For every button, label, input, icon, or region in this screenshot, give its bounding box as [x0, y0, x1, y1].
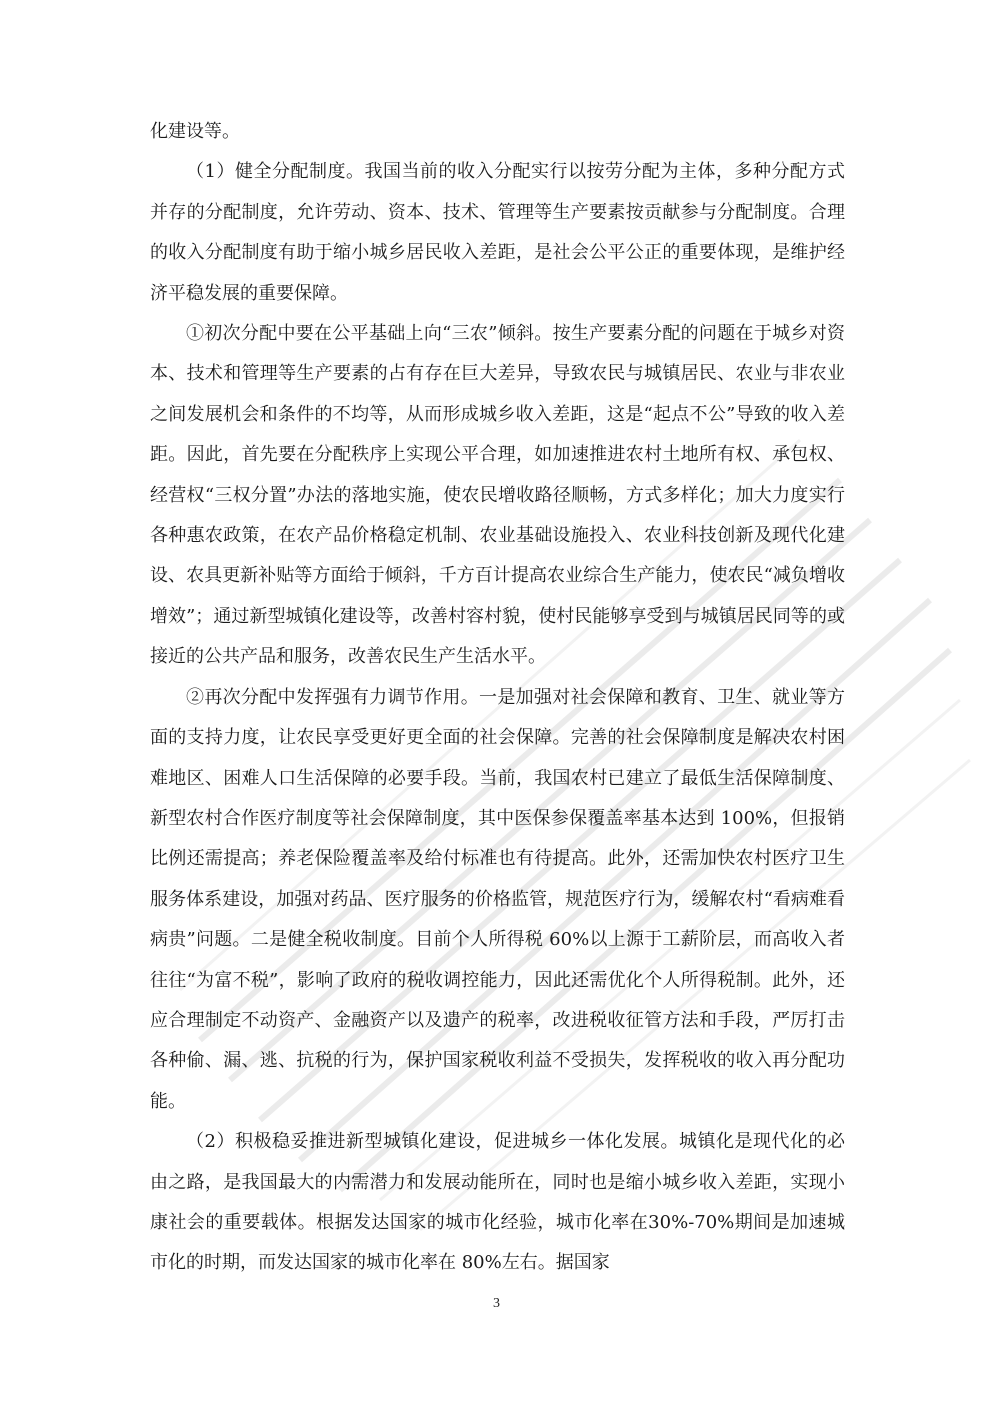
paragraph-urbanization: （2）积极稳妥推进新型城镇化建设，促进城乡一体化发展。城镇化是现代化的必由之路，是我国最大的内需潜力和发展动能所在，同时也是缩小城乡收入差距，实现小康社会的重要载体。根据发达国家的城市化经验，城市化率在30%-70%期间是加速城市化的时期，而发达国家的城市化率在 80%左右。据国家 [150, 1131, 845, 1274]
page-number: 3 [493, 1296, 500, 1311]
paragraph-continuation: 化建设等。 [150, 121, 240, 142]
paragraph-primary-distribution: ①初次分配中要在公平基础上向“三农”倾斜。按生产要素分配的问题在于城乡对资本、技术和管理等生产要素的占有存在巨大差异，导致农民与城镇居民、农业与非农业之间发展机会和条件的不均等，从而形成城乡收入差距，这是“起点不公”导致的收入差距。因此，首先要在分配秩序上实现公平合理，如加速推进农村土地所有权、承包权、经营权“三权分置”办法的落地实施，使农民增收路径顺畅，方式多样化；加大力度实行各种惠农政策，在农产品价格稳定机制、农业基础设施投入、农业科技创新及现代化建设、农具更新补贴等方面给于倾斜，千方百计提高农业综合生产能力，使农民“减负增收增效”；通过新型城镇化建设等，改善村容村貌，使村民能够享受到与城镇居民同等的或接近的公共产品和服务，改善农民生产生活水平。 [150, 323, 845, 668]
paragraph-distribution-system: （1）健全分配制度。我国当前的收入分配实行以按劳分配为主体，多种分配方式并存的分配制度，允许劳动、资本、技术、管理等生产要素按贡献参与分配制度。合理的收入分配制度有助于缩小城乡居民收入差距，是社会公平公正的重要体现，是维护经济平稳发展的重要保障。 [150, 161, 845, 304]
paragraph-redistribution: ②再次分配中发挥强有力调节作用。一是加强对社会保障和教育、卫生、就业等方面的支持力度，让农民享受更好更全面的社会保障。完善的社会保障制度是解决农村困难地区、困难人口生活保障的必要手段。当前，我国农村已建立了最低生活保障制度、新型农村合作医疗制度等社会保障制度，其中医保参保覆盖率基本达到 100%，但报销比例还需提高；养老保险覆盖率及给付标准也有待提高。此外，还需加快农村医疗卫生服务体系建设，加强对药品、医疗服务的价格监管，规范医疗行为，缓解农村“看病难看病贵”问题。二是健全税收制度。目前个人所得税 60%以上源于工薪阶层，而高收入者往往“为富不税”，影响了政府的税收调控能力，因此还需优化个人所得税制。此外，还应合理制定不动资产、金融资产以及遗产的税率，改进税收征管方法和手段，严厉打击各种偷、漏、逃、抗税的行为，保护国家税收利益不受损失，发挥税收的收入再分配功能。 [150, 686, 845, 1112]
document-body [150, 112, 845, 1284]
